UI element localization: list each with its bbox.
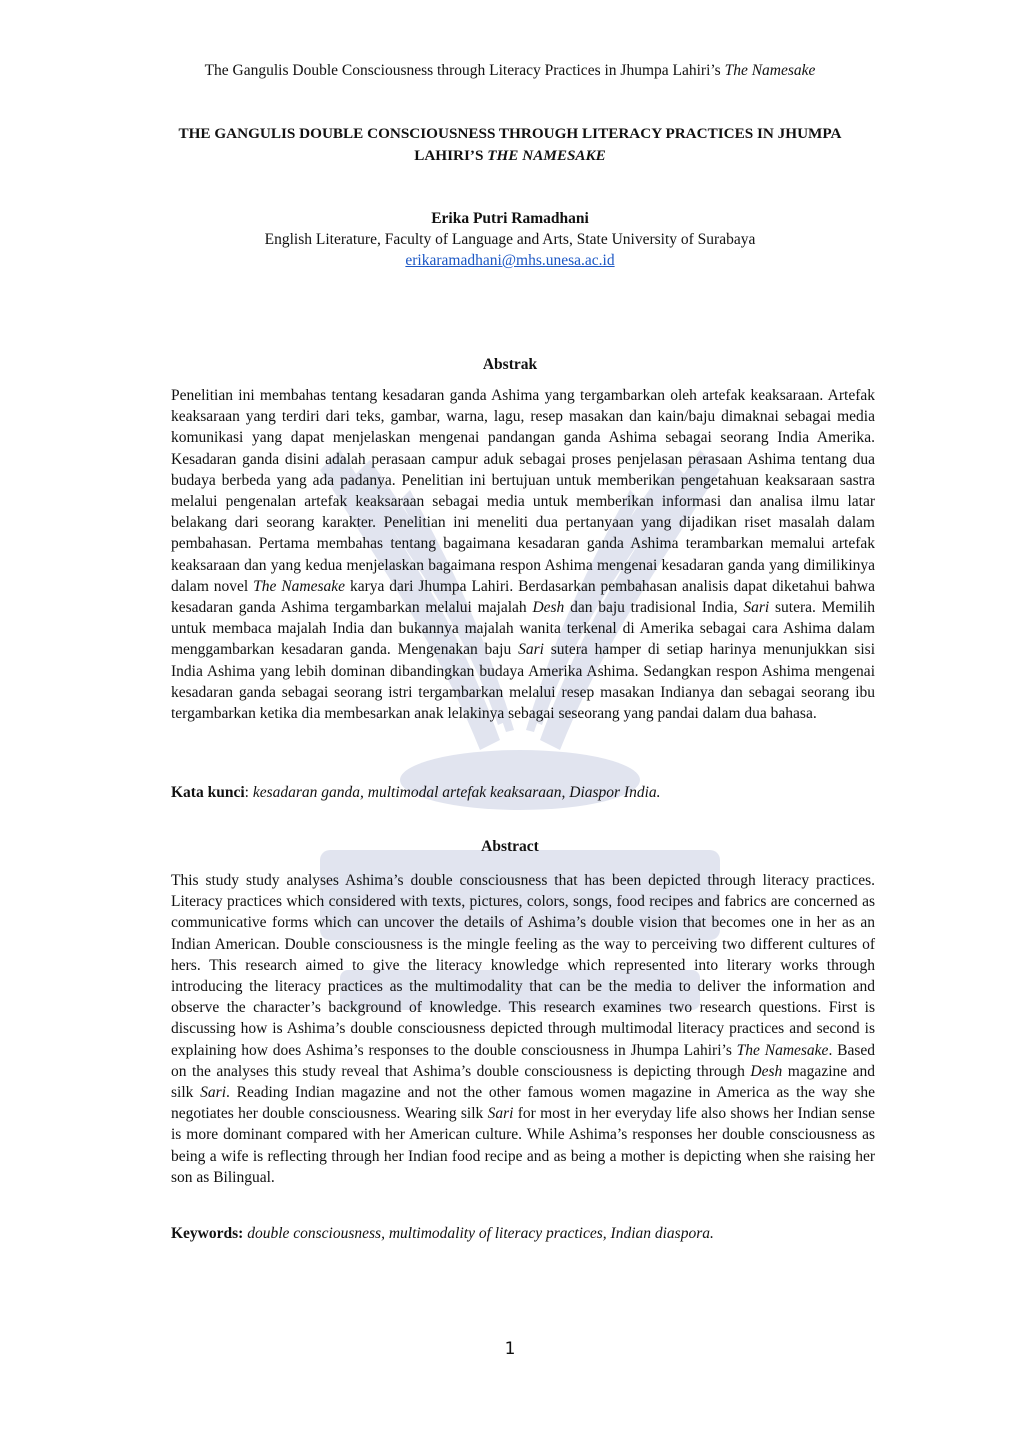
abstract-text-2: . Based on the analyses this study reveal that Ashima’s double consciousness is depicting through <box>171 1041 875 1080</box>
running-head-text: The Gangulis Double Consciousness through Literacy Practices in Jhumpa Lahiri’s <box>204 62 721 79</box>
abstrak-heading: Abstrak <box>482 356 538 373</box>
author-email-link[interactable]: erikaramadhani@mhs.unesa.ac.id <box>405 252 615 269</box>
abstrak-keywords: Kata kunci: kesadaran ganda, multimodal artefak keaksaraan, Diaspor India. <box>171 784 661 801</box>
page-number: 1 <box>504 1339 516 1359</box>
abstract-italic-4: Sari <box>487 1105 514 1123</box>
abstract-text-3: magazine and silk <box>171 1062 876 1102</box>
abstrak-text-2: karya dari Jhumpa Lahiri. Berdasarkan pembahasan analisis dapat diketahui bahwa kesadaran ganda Ashima tergambarkan melalui majalah <box>171 577 875 617</box>
abstrak-paragraph <box>171 385 875 724</box>
abstract-paragraph <box>171 870 875 1188</box>
abstrak-keywords-terms: kesadaran ganda, multimodal artefak keaksaraan, Diaspor India. <box>252 784 661 801</box>
abstract-keywords-terms: double consciousness, multimodality of literacy practices, Indian diaspora. <box>247 1225 714 1242</box>
author-block <box>140 208 880 271</box>
abstract-text-5: for most in her everyday life also shows her Indian sense is more dominant compared with her American culture. While Ashima’s responses her double consciousness as being a wife is reflecting through her Indian food recipe and as being a mother is depicting when she raising her son as Bilingual. <box>171 1105 876 1186</box>
author-affiliation: English Literature, Faculty of Language and Arts, State University of Surabaya <box>264 231 756 248</box>
abstrak-italic-3: Sari <box>743 599 770 617</box>
abstract-text-1: This study study analyses Ashima’s double consciousness that has been depicted through literacy practices. Literacy practices which considered with texts, pictures, colors, songs, food recipes and fabrics are concerned as communicative forms which can uncover the details of Ashima’s double vision that becomes one in her as an Indian American. Double consciousness is the mingle feeling as the way to perceiving two different cultures of hers. This research aimed to give the literacy knowledge which represented into literary works through introducing the literacy practices as the multimodality that can be the media to deliver the information and observe the character’s background of knowledge. This research examines two research questions. First is discussing how is Ashima’s double consciousness depicted through multimodal literacy practices and second is explaining how does Ashima’s responses to the double consciousness in Jhumpa Lahiri’s <box>171 872 875 1059</box>
abstrak-keywords-label: Kata kunci <box>171 784 245 801</box>
running-head <box>0 62 1020 80</box>
abstract-heading: Abstract <box>481 838 539 855</box>
title-line-2-italic: THE NAMESAKE <box>487 147 606 164</box>
abstrak-italic-1: The Namesake <box>253 577 346 595</box>
paper-title <box>140 123 880 167</box>
running-head-italic: The Namesake <box>724 62 816 79</box>
abstrak-text-5: sutera hamper di setiap harinya menunjukkan sisi India Ashima yang lebih dominan dibandingkan budaya Amerika Ashima. Sedangkan respon Ashima mengenai kesadaran ganda sebagai seorang istri tergambarkan melalui resep masakan Indianya dan sebagai seorang ibu tergambarkan ketika dia membesarkan anak lelakinya sebagai seseorang yang pandai dalam dua bahasa. <box>171 641 876 723</box>
abstract-text-4: . Reading Indian magazine and not the other famous women magazine in America as the way she negotiates her double consciousness. Wearing silk <box>171 1084 875 1123</box>
title-line-1: THE GANGULIS DOUBLE CONSCIOUSNESS THROUGH LITERACY PRACTICES IN JHUMPA <box>178 125 842 142</box>
title-line-2-prefix: LAHIRI’S <box>414 147 484 164</box>
abstrak-text-1: Penelitian ini membahas tentang kesadaran ganda Ashima yang tergambarkan oleh artefak keaksaraan. Artefak keaksaraan yang terdiri dari teks, gambar, warna, lagu, resep masakan dan kain/baju dimaknai sebagai media komunikasi yang dapat menjelaskan mengenai pandangan ganda Ashima sebagai seorang India Amerika. Kesadaran ganda disini adalah perasaan campur aduk sebagai proses penjelasan perasaan Ashima tentang dua budaya berbeda yang ada padanya. Penelitian ini bertujuan untuk memberikan pengetahuan keaksaraan sastra melalui pengenalan artefak keaksaraan sebagai media untuk memberikan informasi dan analisa ilmu latar belakang dari seorang karakter. Penelitian ini meneliti dua pertanyaan yang dijadikan riset masalah dalam pembahasan. Pertama membahas tentang bagaimana kesadaran ganda Ashima terambarkan memalui artefak keaksaraan dan yang kedua menjelaskan bagaimana respon Ashima mengenai kesadaran ganda yang dimilikinya dalam novel <box>171 387 875 595</box>
abstract-italic-1: The Namesake <box>736 1041 829 1059</box>
title-line-2 <box>140 145 880 167</box>
abstract-keywords <box>171 1225 875 1243</box>
abstrak-italic-2: Desh <box>532 599 565 617</box>
abstrak-text-4: sutera. Memilih untuk membaca majalah India dan bukannya majalah wanita terkenal di Amerika sebagai cara Ashima dalam menggambarkan kesadaran ganda. Mengenakan baju <box>171 599 876 659</box>
abstrak-text-3: dan baju tradisional India, <box>570 599 738 617</box>
abstract-keywords-label: Keywords: <box>171 1225 244 1242</box>
abstrak-italic-4: Sari <box>518 641 544 659</box>
abstract-italic-2: Desh <box>750 1062 783 1080</box>
abstract-italic-3: Sari <box>200 1084 226 1102</box>
author-name: Erika Putri Ramadhani <box>431 210 589 227</box>
